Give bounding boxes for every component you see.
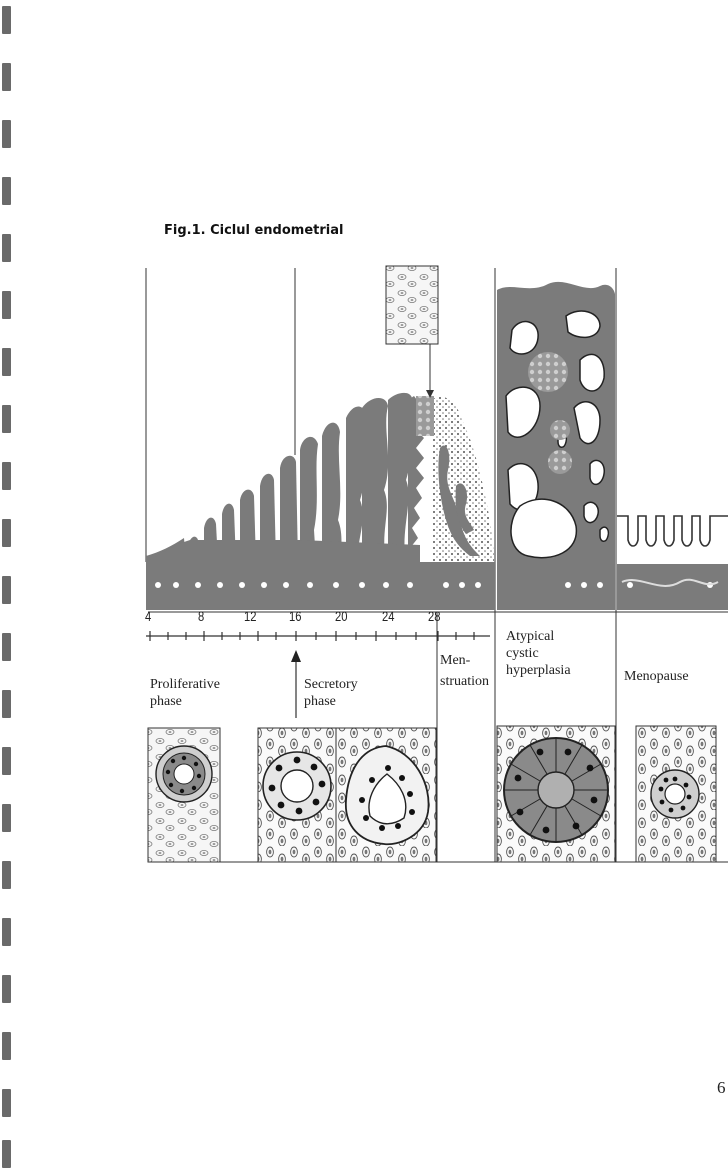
tick-label: 4 [145, 608, 152, 624]
secretory-label-line1: Secretory [304, 677, 358, 692]
proliferative-label-line1: Proliferative [150, 677, 220, 692]
endometrium-growth [146, 393, 420, 562]
menstruation-label [440, 652, 489, 690]
proliferative-label-line2: phase [150, 694, 182, 709]
tick-label: 8 [198, 608, 205, 624]
menstruation-zone [416, 396, 494, 562]
tick-label: 16 [289, 608, 302, 624]
histology-proliferative [148, 728, 220, 862]
figure-caption: Fig.1. Ciclul endometrial [164, 223, 344, 238]
proliferative-label [150, 676, 220, 710]
tick-label: 24 [382, 608, 395, 624]
cell-inset [386, 266, 438, 398]
menstruation-label-line1: Men- [440, 653, 471, 668]
menopause-label: Menopause [624, 669, 689, 684]
menstruation-label-line2: struation [440, 674, 489, 689]
page-number: 6 [717, 1078, 726, 1097]
histology-hyperplasia [497, 726, 615, 862]
hyperplasia-label-line2: cystic [506, 646, 539, 661]
tick-label: 28 [428, 608, 441, 624]
hyperplasia-label-line1: Atypical [506, 629, 555, 644]
histology-menopause [636, 726, 716, 862]
hyperplasia-label-line3: hyperplasia [506, 663, 571, 678]
tick-label: 20 [335, 608, 348, 624]
hyperplasia-tissue [497, 282, 615, 562]
secretory-arrow [291, 650, 301, 718]
tick-label: 12 [244, 608, 257, 624]
secretory-label [304, 676, 358, 710]
histology-secretory-early [258, 728, 336, 862]
histology-secretory-late [336, 728, 436, 862]
menopause-tissue [617, 516, 728, 546]
hyperplasia-label [506, 628, 571, 679]
day-axis [146, 631, 490, 641]
basal-layer [146, 562, 728, 610]
secretory-label-line2: phase [304, 694, 336, 709]
